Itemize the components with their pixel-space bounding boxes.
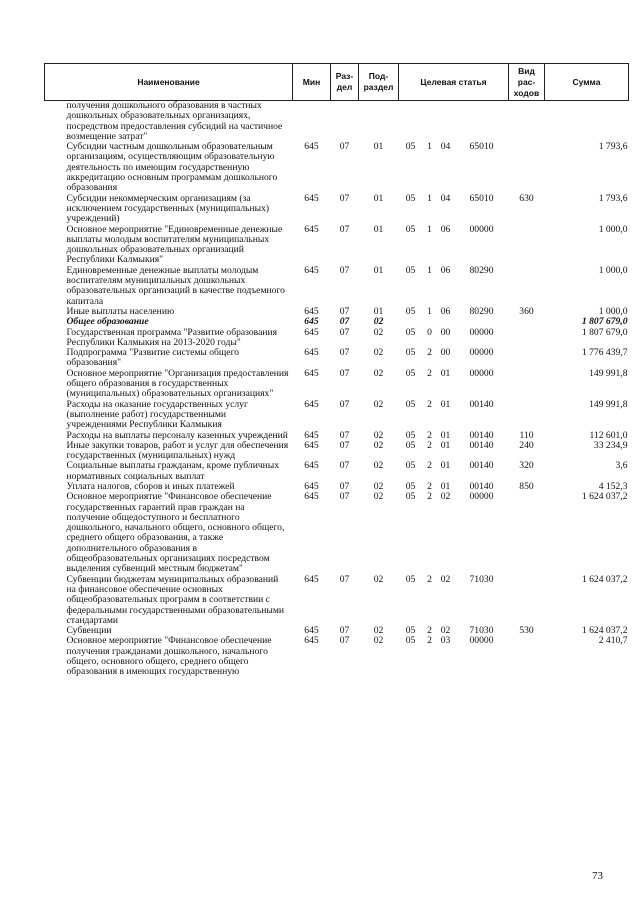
cell-rz [331, 101, 359, 143]
cell-min: 645 [304, 305, 319, 317]
cell-name: Уплата налогов, сборов и иных платежей [66, 480, 235, 492]
cell-sum: 149 991,8 [589, 367, 628, 379]
cell-t3: 02 [440, 491, 451, 503]
cell-name: Единовременные денежные выплаты молодым воспитателям муниципальных дошкольных образовательных организаций в качестве подъемного капитала [66, 264, 285, 307]
cell-pr: 02 [373, 326, 384, 338]
cell-vr: 630 [519, 192, 534, 204]
cell-sum: 1 000,0 [598, 223, 628, 235]
cell-vr [509, 101, 545, 143]
cell-t3: 06 [440, 223, 451, 235]
cell-t4: 71030 [469, 625, 494, 637]
cell-t4: 00140 [469, 439, 494, 451]
cell-min: 645 [304, 460, 319, 472]
cell-t2: 2 [427, 635, 432, 647]
cell-t3: 01 [440, 460, 451, 472]
cell-min: 645 [304, 264, 319, 276]
table-row [45, 317, 629, 327]
table-header [45, 64, 629, 101]
cell-t1: 05 [405, 347, 416, 359]
cell-min: 645 [304, 347, 319, 359]
cell-rz: 07 [339, 264, 350, 276]
cell-pr: 02 [373, 491, 384, 503]
table-row [45, 194, 629, 225]
cell-rz: 07 [339, 305, 350, 317]
cell-pr [359, 101, 399, 143]
cell-t3: 01 [440, 439, 451, 451]
cell-t4: 71030 [469, 573, 494, 585]
cell-t4: 80290 [469, 264, 494, 276]
cell-t3 [437, 101, 455, 143]
cell-rz: 07 [339, 192, 350, 204]
cell-name: Социальные выплаты гражданам, кроме публичных нормативных социальных выплат [66, 460, 280, 482]
cell-vr [509, 225, 545, 266]
cell-t1: 05 [405, 305, 416, 317]
cell-vr [509, 317, 545, 327]
cell-vr [509, 636, 545, 677]
cell-t4: 00000 [469, 326, 494, 338]
table-row [45, 575, 629, 626]
cell-min: 645 [304, 141, 319, 153]
cell-vr: 850 [519, 480, 534, 492]
cell-t2 [423, 317, 437, 327]
cell-name: Подпрограмма "Развитие системы общего образования" [66, 347, 240, 369]
cell-pr: 02 [373, 635, 384, 647]
cell-sum: 149 991,8 [589, 398, 628, 410]
cell-t4 [455, 101, 509, 143]
cell-t1: 05 [405, 573, 416, 585]
table-row [45, 328, 629, 349]
cell-pr: 02 [373, 347, 384, 359]
cell-rz: 07 [339, 439, 350, 451]
cell-min: 645 [304, 480, 319, 492]
cell-t2: 2 [427, 491, 432, 503]
table-row [45, 348, 629, 369]
cell-t4: 00140 [469, 480, 494, 492]
cell-min [293, 101, 331, 143]
cell-pr: 01 [373, 192, 384, 204]
cell-sum: 3,6 [615, 460, 628, 472]
cell-t3 [437, 317, 455, 327]
table-row [45, 636, 629, 677]
cell-t3: 02 [440, 573, 451, 585]
cell-name: Иные выплаты населению [66, 305, 175, 317]
cell-name: Иные закупки товаров, работ и услуг для обеспечения государственных (муниципальных) нужд [66, 439, 289, 462]
cell-rz: 07 [339, 480, 350, 492]
cell-t4: 00000 [469, 367, 494, 379]
cell-t4 [455, 317, 509, 327]
cell-t1: 05 [405, 635, 416, 647]
cell-t2: 1 [427, 141, 432, 153]
cell-min: 645 [304, 635, 319, 647]
cell-name: Субсидии некоммерческим организациям (за исключением государственных (муниципальных) учреждений) [66, 192, 270, 225]
cell-min: 645 [304, 439, 319, 451]
cell-t3: 04 [440, 192, 451, 204]
cell-name: Основное мероприятие "Финансовое обеспечение государственных гарантий прав граждан на получение общедоступного и бесплатного дошкольного, начального общего, основного общего, среднего общего образования, а также дополнительного образования в общеобразовательных организациях посредством выделения субвенций местным бюджетам" [66, 491, 285, 575]
cell-sum: 1 624 037,2 [581, 573, 628, 585]
cell-rz: 07 [339, 429, 350, 441]
cell-sum: 2 410,7 [598, 635, 628, 647]
cell-vr [509, 575, 545, 626]
cell-t2: 2 [427, 480, 432, 492]
cell-t1: 05 [405, 264, 416, 276]
cell-t3: 00 [440, 326, 451, 338]
cell-t2: 1 [427, 264, 432, 276]
cell-name: Основное мероприятие "Единовременные денежные выплаты молодым воспитателям муниципальных дошкольных образовательных организаций Республики Калмыкия" [66, 223, 283, 266]
header-razdel: Раз- дел [331, 64, 359, 101]
cell-pr: 02 [373, 573, 384, 585]
table-body [45, 101, 629, 678]
cell-rz: 07 [339, 347, 350, 359]
cell-min: 645 [304, 429, 319, 441]
cell-min: 645 [304, 223, 319, 235]
header-vid: Вид рас- ходов [509, 64, 545, 101]
cell-pr: 01 [373, 223, 384, 235]
cell-t4: 00000 [469, 347, 494, 359]
cell-pr: 02 [373, 398, 384, 410]
cell-t1: 05 [405, 367, 416, 379]
cell-vr [509, 266, 545, 307]
cell-t4: 00140 [469, 460, 494, 472]
cell-t3: 01 [440, 429, 451, 441]
cell-t2: 1 [427, 305, 432, 317]
cell-rz: 07 [339, 398, 350, 410]
cell-rz: 07 [339, 491, 350, 503]
cell-t1: 05 [405, 480, 416, 492]
cell-t3: 01 [440, 367, 451, 379]
cell-t4: 65010 [469, 192, 494, 204]
cell-pr: 02 [373, 460, 384, 472]
page-number: 73 [592, 870, 603, 882]
cell-sum [545, 101, 629, 143]
header-name: Наименование [45, 64, 293, 101]
cell-t2: 2 [427, 347, 432, 359]
cell-vr [509, 369, 545, 400]
cell-min: 645 [304, 398, 319, 410]
cell-t1: 05 [405, 326, 416, 338]
cell-name: Расходы на выплаты персоналу казенных учреждений [66, 429, 288, 441]
cell-rz: 07 [339, 223, 350, 235]
cell-t1: 05 [405, 491, 416, 503]
cell-t1: 05 [405, 625, 416, 637]
cell-t3: 04 [440, 141, 451, 153]
cell-t1: 05 [405, 460, 416, 472]
cell-t1 [399, 317, 423, 327]
cell-rz: 07 [339, 460, 350, 472]
cell-sum: 33 234,9 [593, 439, 628, 451]
cell-pr: 02 [373, 625, 384, 637]
table-row [45, 441, 629, 462]
cell-name: Основное мероприятие "Финансовое обеспечение получения гражданами дошкольного, начального общего, основного общего, среднего общего образования в имеющих государственную [66, 635, 272, 678]
cell-t1: 05 [405, 192, 416, 204]
cell-t4: 65010 [469, 141, 494, 153]
cell-t2: 0 [427, 326, 432, 338]
cell-pr: 02 [373, 367, 384, 379]
table-row [45, 225, 629, 266]
cell-sum: 1 000,0 [598, 264, 628, 276]
cell-vr [509, 142, 545, 193]
cell-pr: 02 [373, 439, 384, 451]
cell-t4: 00140 [469, 398, 494, 410]
budget-table [44, 63, 629, 678]
cell-pr: 01 [373, 264, 384, 276]
cell-t2: 2 [427, 439, 432, 451]
cell-t3: 01 [440, 480, 451, 492]
table-row [45, 266, 629, 307]
cell-t2: 2 [427, 429, 432, 441]
header-sum: Сумма [545, 64, 629, 101]
cell-t2: 2 [427, 460, 432, 472]
cell-sum: 1 807 679,0 [581, 326, 628, 338]
cell-vr: 240 [519, 439, 534, 451]
cell-name: Расходы на оказание государственных услуг (выполнение работ) государственными учреждениями Республики Калмыкия [66, 398, 248, 431]
cell-t1 [399, 101, 423, 143]
cell-min: 645 [304, 316, 319, 328]
cell-vr [509, 328, 545, 349]
cell-sum: 1 807 679,0 [581, 316, 628, 328]
cell-vr: 110 [519, 429, 534, 441]
cell-min: 645 [304, 573, 319, 585]
cell-vr: 530 [519, 625, 534, 637]
cell-rz: 07 [339, 635, 350, 647]
cell-name: Субсидии частным дошкольным образовательным организациям, осуществляющим образовательную деятельность по имеющим государственную аккредитацию основным программам дошкольного образования [66, 141, 278, 194]
cell-sum: 1 793,6 [598, 192, 628, 204]
cell-pr: 02 [373, 316, 384, 328]
cell-t2: 2 [427, 398, 432, 410]
cell-t3: 01 [440, 398, 451, 410]
cell-name: Субвенции [66, 625, 112, 637]
header-target: Целевая статья [399, 64, 509, 101]
header-podrazdel: Под- раздел [359, 64, 399, 101]
cell-t3: 06 [440, 264, 451, 276]
table-row [45, 492, 629, 574]
cell-pr: 01 [373, 305, 384, 317]
cell-t2: 2 [427, 573, 432, 585]
cell-pr: 02 [373, 429, 384, 441]
table-row [45, 101, 629, 143]
cell-sum: 1 624 037,2 [581, 625, 628, 637]
cell-t2: 1 [427, 192, 432, 204]
cell-t1: 05 [405, 439, 416, 451]
cell-sum: 1 000,0 [598, 305, 628, 317]
header-min: Мин [293, 64, 331, 101]
cell-name: Субвенции бюджетам муниципальных образований на финансовое обеспечение основных общеобразовательных программ в соответствии с федеральными государственными образовательными стандартами [66, 573, 285, 626]
cell-min: 645 [304, 625, 319, 637]
cell-vr: 360 [519, 305, 534, 317]
cell-sum: 1 624 037,2 [581, 491, 628, 503]
cell-pr: 01 [373, 141, 384, 153]
cell-t4: 00140 [469, 429, 494, 441]
cell-vr [509, 492, 545, 574]
cell-min: 645 [304, 326, 319, 338]
cell-name: Основное мероприятие "Организация предоставления общего образования в государственных (муниципальных) образовательных организациях" [66, 367, 289, 400]
cell-sum: 1 793,6 [598, 141, 628, 153]
cell-pr: 02 [373, 480, 384, 492]
cell-t2 [423, 101, 437, 143]
cell-sum: 4 152,3 [598, 480, 628, 492]
cell-vr: 320 [519, 460, 534, 472]
cell-sum: 1 776 439,7 [581, 347, 628, 359]
cell-t2: 2 [427, 367, 432, 379]
cell-t2: 1 [427, 223, 432, 235]
cell-t2: 2 [427, 625, 432, 637]
cell-rz: 07 [339, 141, 350, 153]
table-row [45, 461, 629, 482]
cell-t4: 00000 [469, 223, 494, 235]
table-row [45, 369, 629, 400]
cell-t3: 03 [440, 635, 451, 647]
table-row [45, 142, 629, 193]
cell-vr [509, 348, 545, 369]
cell-rz: 07 [339, 625, 350, 637]
cell-sum: 112 601,0 [589, 429, 628, 441]
cell-t1: 05 [405, 141, 416, 153]
cell-t3: 06 [440, 305, 451, 317]
cell-t1: 05 [405, 223, 416, 235]
cell-t3: 00 [440, 347, 451, 359]
cell-t3: 02 [440, 625, 451, 637]
cell-vr [509, 400, 545, 431]
cell-rz: 07 [339, 316, 350, 328]
cell-rz: 07 [339, 367, 350, 379]
cell-min: 645 [304, 491, 319, 503]
cell-name: получения дошкольного образования в частных дошкольных образовательных организациях, посредством предоставления субсидий на частичное возмещение затрат" [66, 100, 283, 142]
cell-name: Общее образование [66, 316, 149, 328]
cell-rz: 07 [339, 326, 350, 338]
cell-min: 645 [304, 192, 319, 204]
cell-t1: 05 [405, 398, 416, 410]
cell-rz: 07 [339, 573, 350, 585]
cell-name: Государственная программа "Развитие образования Республики Калмыкия на 2013-2020 годы" [66, 326, 278, 348]
cell-t4: 00000 [469, 491, 494, 503]
cell-t4: 80290 [469, 305, 494, 317]
cell-min: 645 [304, 367, 319, 379]
table-row [45, 400, 629, 431]
cell-t4: 00000 [469, 635, 494, 647]
cell-t1: 05 [405, 429, 416, 441]
